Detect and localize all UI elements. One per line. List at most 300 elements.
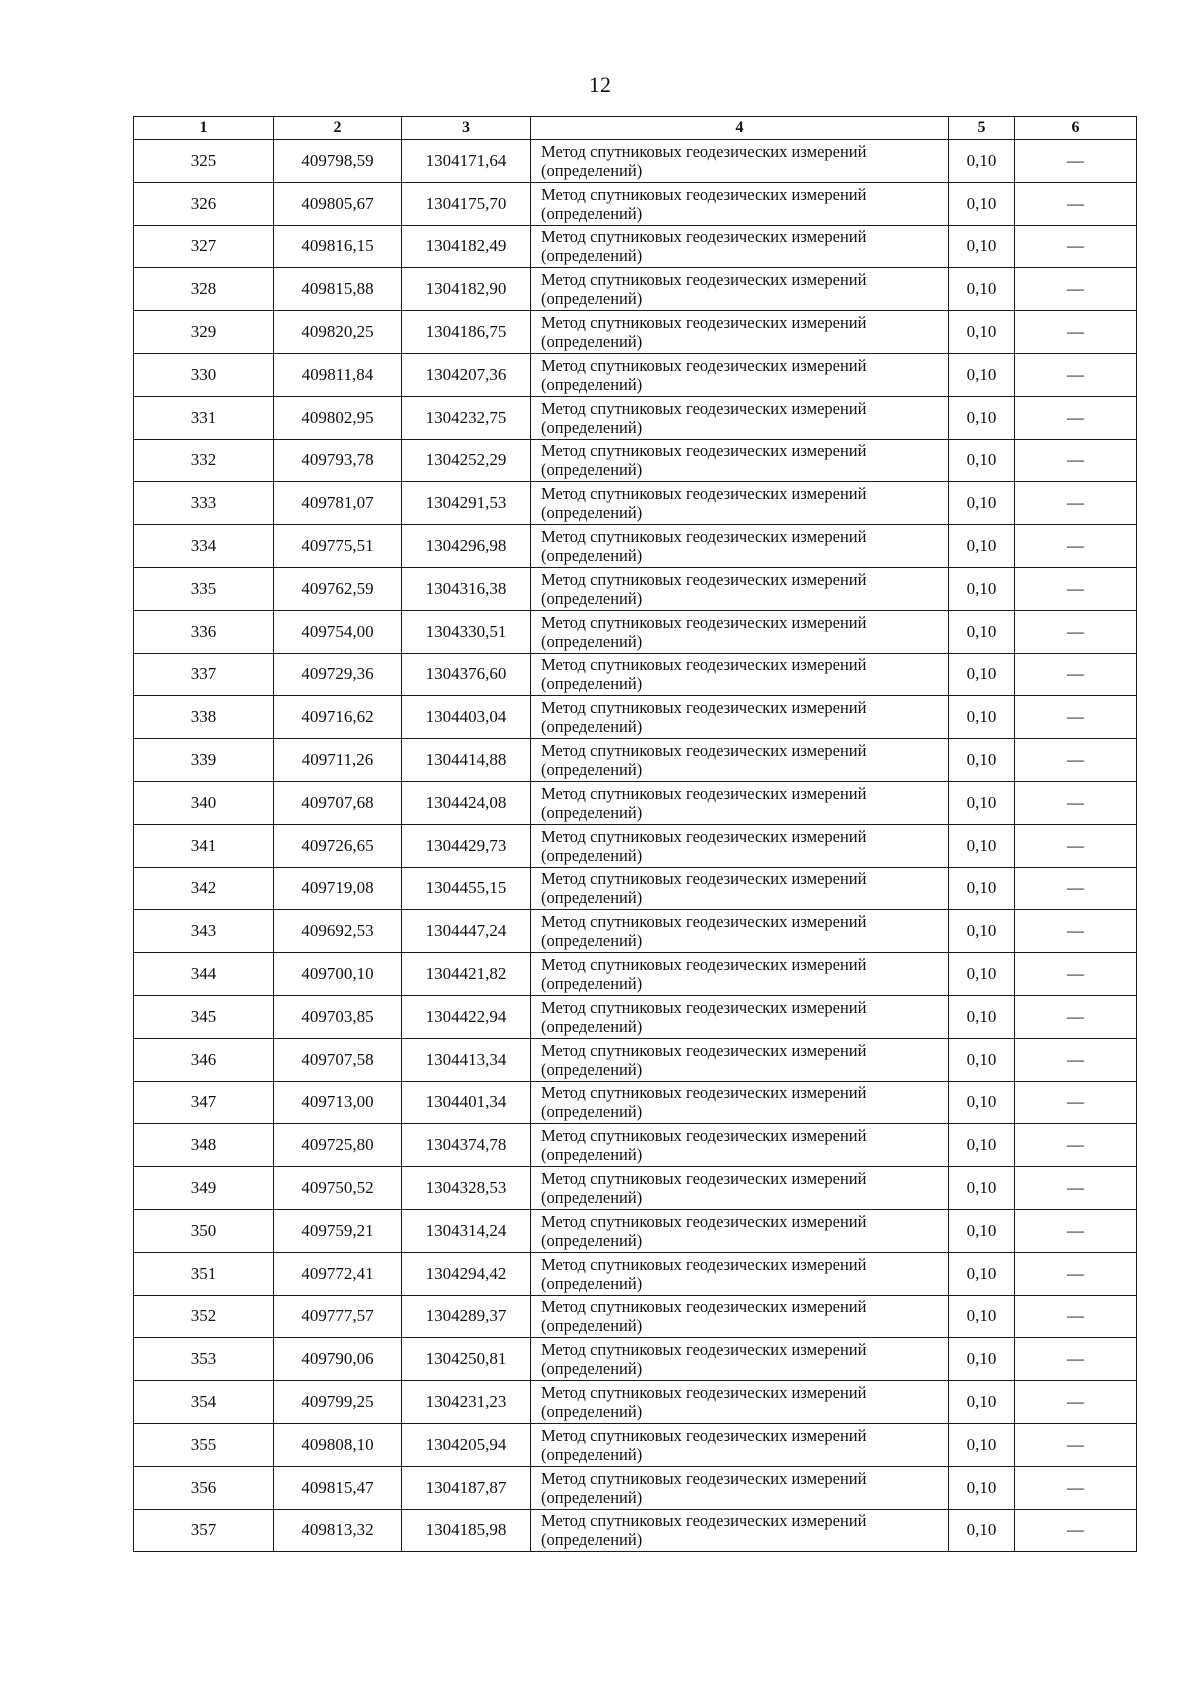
point-number-cell: 328 xyxy=(134,268,274,311)
method-line-2: (определений) xyxy=(541,588,643,608)
point-number-cell: 347 xyxy=(134,1081,274,1124)
method-line-1: Метод спутниковых геодезических измерений xyxy=(541,270,867,290)
accuracy-cell: 0,10 xyxy=(949,1338,1015,1381)
x-coordinate-cell: 409775,51 xyxy=(274,525,402,568)
point-number-cell: 333 xyxy=(134,482,274,525)
table-row xyxy=(134,225,1137,268)
method-line-1: Метод спутниковых геодезических измерений xyxy=(541,1425,867,1445)
method-cell xyxy=(531,268,949,311)
table-row xyxy=(134,1209,1137,1252)
method-line-1: Метод спутниковых геодезических измерений xyxy=(541,912,867,932)
method-line-2: (определений) xyxy=(541,160,643,180)
y-coordinate-cell: 1304250,81 xyxy=(402,1338,531,1381)
table-row xyxy=(134,311,1137,354)
table-row xyxy=(134,1038,1137,1081)
y-coordinate-cell: 1304205,94 xyxy=(402,1423,531,1466)
description-cell: — xyxy=(1015,396,1137,439)
method-line-1: Метод спутниковых геодезических измерений xyxy=(541,484,867,504)
method-line-2: (определений) xyxy=(541,460,643,480)
description-cell: — xyxy=(1015,867,1137,910)
point-number-cell: 337 xyxy=(134,653,274,696)
y-coordinate-cell: 1304328,53 xyxy=(402,1167,531,1210)
x-coordinate-cell: 409700,10 xyxy=(274,953,402,996)
accuracy-cell: 0,10 xyxy=(949,525,1015,568)
table-row xyxy=(134,1423,1137,1466)
point-number-cell: 353 xyxy=(134,1338,274,1381)
accuracy-cell: 0,10 xyxy=(949,396,1015,439)
accuracy-cell: 0,10 xyxy=(949,1423,1015,1466)
description-cell: — xyxy=(1015,1038,1137,1081)
x-coordinate-cell: 409798,59 xyxy=(274,140,402,183)
method-line-1: Метод спутниковых геодезических измерений xyxy=(541,1511,867,1531)
y-coordinate-cell: 1304376,60 xyxy=(402,653,531,696)
table-row xyxy=(134,1124,1137,1167)
accuracy-cell: 0,10 xyxy=(949,225,1015,268)
method-line-2: (определений) xyxy=(541,1188,643,1208)
point-number-cell: 350 xyxy=(134,1209,274,1252)
x-coordinate-cell: 409725,80 xyxy=(274,1124,402,1167)
method-cell xyxy=(531,953,949,996)
point-number-cell: 325 xyxy=(134,140,274,183)
accuracy-cell: 0,10 xyxy=(949,1081,1015,1124)
accuracy-cell: 0,10 xyxy=(949,610,1015,653)
table-row xyxy=(134,824,1137,867)
method-cell xyxy=(531,1423,949,1466)
method-line-2: (определений) xyxy=(541,974,643,994)
x-coordinate-cell: 409793,78 xyxy=(274,439,402,482)
accuracy-cell: 0,10 xyxy=(949,1038,1015,1081)
column-header: 3 xyxy=(402,117,531,140)
method-line-2: (определений) xyxy=(541,1230,643,1250)
x-coordinate-cell: 409811,84 xyxy=(274,353,402,396)
x-coordinate-cell: 409813,32 xyxy=(274,1509,402,1552)
point-number-cell: 351 xyxy=(134,1252,274,1295)
method-line-1: Метод спутниковых геодезических измерений xyxy=(541,612,867,632)
method-cell xyxy=(531,610,949,653)
accuracy-cell: 0,10 xyxy=(949,268,1015,311)
x-coordinate-cell: 409762,59 xyxy=(274,567,402,610)
y-coordinate-cell: 1304175,70 xyxy=(402,182,531,225)
x-coordinate-cell: 409713,00 xyxy=(274,1081,402,1124)
method-cell xyxy=(531,1038,949,1081)
method-cell xyxy=(531,824,949,867)
y-coordinate-cell: 1304187,87 xyxy=(402,1466,531,1509)
y-coordinate-cell: 1304182,49 xyxy=(402,225,531,268)
accuracy-cell: 0,10 xyxy=(949,1381,1015,1424)
point-number-cell: 338 xyxy=(134,696,274,739)
x-coordinate-cell: 409781,07 xyxy=(274,482,402,525)
description-cell: — xyxy=(1015,910,1137,953)
column-header: 2 xyxy=(274,117,402,140)
method-line-1: Метод спутниковых геодезических измерений xyxy=(541,355,867,375)
x-coordinate-cell: 409816,15 xyxy=(274,225,402,268)
y-coordinate-cell: 1304447,24 xyxy=(402,910,531,953)
method-line-1: Метод спутниковых геодезических измерений xyxy=(541,1383,867,1402)
method-line-2: (определений) xyxy=(541,1487,643,1507)
y-coordinate-cell: 1304171,64 xyxy=(402,140,531,183)
y-coordinate-cell: 1304296,98 xyxy=(402,525,531,568)
accuracy-cell: 0,10 xyxy=(949,653,1015,696)
y-coordinate-cell: 1304422,94 xyxy=(402,995,531,1038)
method-line-2: (определений) xyxy=(541,1059,643,1079)
method-cell xyxy=(531,1381,949,1424)
method-cell xyxy=(531,225,949,268)
y-coordinate-cell: 1304314,24 xyxy=(402,1209,531,1252)
method-line-2: (определений) xyxy=(541,1273,643,1293)
x-coordinate-cell: 409777,57 xyxy=(274,1295,402,1338)
method-line-1: Метод спутниковых геодезических измерений xyxy=(541,1126,867,1146)
description-cell: — xyxy=(1015,824,1137,867)
point-number-cell: 354 xyxy=(134,1381,274,1424)
table-row xyxy=(134,439,1137,482)
description-cell: — xyxy=(1015,1081,1137,1124)
description-cell: — xyxy=(1015,781,1137,824)
y-coordinate-cell: 1304330,51 xyxy=(402,610,531,653)
method-line-1: Метод спутниковых геодезических измерений xyxy=(541,1040,867,1060)
point-number-cell: 342 xyxy=(134,867,274,910)
description-cell: — xyxy=(1015,1295,1137,1338)
table-row xyxy=(134,1081,1137,1124)
method-line-1: Метод спутниковых геодезических измерений xyxy=(541,1254,867,1274)
y-coordinate-cell: 1304231,23 xyxy=(402,1381,531,1424)
description-cell: — xyxy=(1015,268,1137,311)
page-number: 12 xyxy=(589,72,611,97)
x-coordinate-cell: 409808,10 xyxy=(274,1423,402,1466)
point-number-cell: 346 xyxy=(134,1038,274,1081)
description-cell: — xyxy=(1015,225,1137,268)
accuracy-cell: 0,10 xyxy=(949,781,1015,824)
point-number-cell: 336 xyxy=(134,610,274,653)
x-coordinate-cell: 409729,36 xyxy=(274,653,402,696)
x-coordinate-cell: 409802,95 xyxy=(274,396,402,439)
description-cell: — xyxy=(1015,1167,1137,1210)
table-row xyxy=(134,567,1137,610)
method-cell xyxy=(531,1209,949,1252)
method-line-1: Метод спутниковых геодезических измерений xyxy=(541,783,867,803)
table-row xyxy=(134,739,1137,782)
method-line-1: Метод спутниковых геодезических измерений xyxy=(541,1468,867,1488)
point-number-cell: 334 xyxy=(134,525,274,568)
accuracy-cell: 0,10 xyxy=(949,439,1015,482)
method-cell xyxy=(531,1295,949,1338)
method-line-1: Метод спутниковых геодезических измерений xyxy=(541,1083,867,1103)
accuracy-cell: 0,10 xyxy=(949,182,1015,225)
y-coordinate-cell: 1304316,38 xyxy=(402,567,531,610)
method-line-1: Метод спутниковых геодезических измерений xyxy=(541,1340,867,1360)
table-row xyxy=(134,525,1137,568)
method-cell xyxy=(531,1081,949,1124)
y-coordinate-cell: 1304401,34 xyxy=(402,1081,531,1124)
x-coordinate-cell: 409707,68 xyxy=(274,781,402,824)
y-coordinate-cell: 1304414,88 xyxy=(402,739,531,782)
x-coordinate-cell: 409790,06 xyxy=(274,1338,402,1381)
y-coordinate-cell: 1304232,75 xyxy=(402,396,531,439)
method-line-2: (определений) xyxy=(541,289,643,309)
accuracy-cell: 0,10 xyxy=(949,824,1015,867)
method-line-2: (определений) xyxy=(541,203,643,223)
accuracy-cell: 0,10 xyxy=(949,140,1015,183)
accuracy-cell: 0,10 xyxy=(949,482,1015,525)
description-cell: — xyxy=(1015,567,1137,610)
method-cell xyxy=(531,1252,949,1295)
y-coordinate-cell: 1304413,34 xyxy=(402,1038,531,1081)
method-line-1: Метод спутниковых геодезических измерений xyxy=(541,826,867,846)
description-cell: — xyxy=(1015,1209,1137,1252)
column-header: 5 xyxy=(949,117,1015,140)
x-coordinate-cell: 409750,52 xyxy=(274,1167,402,1210)
point-number-cell: 355 xyxy=(134,1423,274,1466)
method-line-1: Метод спутниковых геодезических измерений xyxy=(541,569,867,589)
description-cell: — xyxy=(1015,182,1137,225)
accuracy-cell: 0,10 xyxy=(949,311,1015,354)
table-row xyxy=(134,182,1137,225)
table-row xyxy=(134,995,1137,1038)
method-line-2: (определений) xyxy=(541,674,643,694)
x-coordinate-cell: 409703,85 xyxy=(274,995,402,1038)
method-line-1: Метод спутниковых геодезических измерений xyxy=(541,398,867,418)
table-row xyxy=(134,482,1137,525)
column-header: 4 xyxy=(531,117,949,140)
description-cell: — xyxy=(1015,1509,1137,1552)
point-number-cell: 348 xyxy=(134,1124,274,1167)
method-line-1: Метод спутниковых геодезических измерений xyxy=(541,441,867,461)
description-cell: — xyxy=(1015,696,1137,739)
column-header: 6 xyxy=(1015,117,1137,140)
method-line-2: (определений) xyxy=(541,1530,643,1550)
method-cell xyxy=(531,1509,949,1552)
method-line-1: Метод спутниковых геодезических измерений xyxy=(541,141,867,161)
method-line-2: (определений) xyxy=(541,1316,643,1336)
method-line-1: Метод спутниковых геодезических измерений xyxy=(541,184,867,204)
method-line-2: (определений) xyxy=(541,845,643,865)
method-line-2: (определений) xyxy=(541,417,643,437)
x-coordinate-cell: 409754,00 xyxy=(274,610,402,653)
table-row xyxy=(134,1466,1137,1509)
table-row xyxy=(134,781,1137,824)
point-number-cell: 345 xyxy=(134,995,274,1038)
point-number-cell: 352 xyxy=(134,1295,274,1338)
table-row xyxy=(134,1338,1137,1381)
accuracy-cell: 0,10 xyxy=(949,353,1015,396)
y-coordinate-cell: 1304455,15 xyxy=(402,867,531,910)
method-line-2: (определений) xyxy=(541,1102,643,1122)
method-line-2: (определений) xyxy=(541,374,643,394)
accuracy-cell: 0,10 xyxy=(949,1252,1015,1295)
method-line-1: Метод спутниковых геодезических измерений xyxy=(541,655,867,675)
description-cell: — xyxy=(1015,1381,1137,1424)
table-header-row xyxy=(134,117,1137,140)
description-cell: — xyxy=(1015,140,1137,183)
method-line-1: Метод спутниковых геодезических измерений xyxy=(541,313,867,333)
y-coordinate-cell: 1304252,29 xyxy=(402,439,531,482)
point-number-cell: 343 xyxy=(134,910,274,953)
method-cell xyxy=(531,140,949,183)
method-cell xyxy=(531,311,949,354)
y-coordinate-cell: 1304186,75 xyxy=(402,311,531,354)
method-line-2: (определений) xyxy=(541,1444,643,1464)
table-row xyxy=(134,653,1137,696)
accuracy-cell: 0,10 xyxy=(949,1209,1015,1252)
method-line-1: Метод спутниковых геодезических измерений xyxy=(541,1211,867,1231)
table-body xyxy=(134,140,1137,1552)
y-coordinate-cell: 1304424,08 xyxy=(402,781,531,824)
method-line-1: Метод спутниковых геодезических измерений xyxy=(541,1169,867,1189)
x-coordinate-cell: 409759,21 xyxy=(274,1209,402,1252)
method-line-1: Метод спутниковых геодезических измерений xyxy=(541,527,867,547)
x-coordinate-cell: 409726,65 xyxy=(274,824,402,867)
method-cell xyxy=(531,1167,949,1210)
description-cell: — xyxy=(1015,953,1137,996)
method-cell xyxy=(531,910,949,953)
method-line-1: Метод спутниковых геодезических измерений xyxy=(541,698,867,718)
method-line-2: (определений) xyxy=(541,503,643,523)
method-line-2: (определений) xyxy=(541,246,643,266)
description-cell: — xyxy=(1015,482,1137,525)
description-cell: — xyxy=(1015,610,1137,653)
accuracy-cell: 0,10 xyxy=(949,1509,1015,1552)
table-row xyxy=(134,1167,1137,1210)
method-line-2: (определений) xyxy=(541,332,643,352)
method-line-2: (определений) xyxy=(541,931,643,951)
table-row xyxy=(134,1295,1137,1338)
method-line-2: (определений) xyxy=(541,802,643,822)
method-cell xyxy=(531,1466,949,1509)
x-coordinate-cell: 409815,47 xyxy=(274,1466,402,1509)
table-row xyxy=(134,1509,1137,1552)
method-line-2: (определений) xyxy=(541,1016,643,1036)
method-cell xyxy=(531,867,949,910)
point-number-cell: 357 xyxy=(134,1509,274,1552)
accuracy-cell: 0,10 xyxy=(949,567,1015,610)
x-coordinate-cell: 409772,41 xyxy=(274,1252,402,1295)
x-coordinate-cell: 409815,88 xyxy=(274,268,402,311)
point-number-cell: 340 xyxy=(134,781,274,824)
x-coordinate-cell: 409820,25 xyxy=(274,311,402,354)
x-coordinate-cell: 409799,25 xyxy=(274,1381,402,1424)
method-cell xyxy=(531,353,949,396)
method-cell xyxy=(531,182,949,225)
description-cell: — xyxy=(1015,525,1137,568)
x-coordinate-cell: 409719,08 xyxy=(274,867,402,910)
method-line-1: Метод спутниковых геодезических измерений xyxy=(541,741,867,761)
point-number-cell: 341 xyxy=(134,824,274,867)
method-line-2: (определений) xyxy=(541,1145,643,1165)
table-row xyxy=(134,1381,1137,1424)
description-cell: — xyxy=(1015,739,1137,782)
accuracy-cell: 0,10 xyxy=(949,910,1015,953)
description-cell: — xyxy=(1015,995,1137,1038)
method-cell xyxy=(531,525,949,568)
y-coordinate-cell: 1304291,53 xyxy=(402,482,531,525)
description-cell: — xyxy=(1015,439,1137,482)
accuracy-cell: 0,10 xyxy=(949,1466,1015,1509)
method-cell xyxy=(531,396,949,439)
x-coordinate-cell: 409707,58 xyxy=(274,1038,402,1081)
method-line-2: (определений) xyxy=(541,1402,643,1421)
description-cell: — xyxy=(1015,653,1137,696)
description-cell: — xyxy=(1015,1338,1137,1381)
point-number-cell: 326 xyxy=(134,182,274,225)
method-line-1: Метод спутниковых геодезических измерений xyxy=(541,997,867,1017)
table-row xyxy=(134,353,1137,396)
method-line-2: (определений) xyxy=(541,631,643,651)
description-cell: — xyxy=(1015,1124,1137,1167)
point-number-cell: 335 xyxy=(134,567,274,610)
method-line-2: (определений) xyxy=(541,888,643,908)
method-line-2: (определений) xyxy=(541,760,643,780)
description-cell: — xyxy=(1015,353,1137,396)
y-coordinate-cell: 1304185,98 xyxy=(402,1509,531,1552)
y-coordinate-cell: 1304403,04 xyxy=(402,696,531,739)
description-cell: — xyxy=(1015,1252,1137,1295)
y-coordinate-cell: 1304429,73 xyxy=(402,824,531,867)
method-cell xyxy=(531,653,949,696)
method-line-1: Метод спутниковых геодезических измерений xyxy=(541,227,867,247)
method-cell xyxy=(531,781,949,824)
accuracy-cell: 0,10 xyxy=(949,1167,1015,1210)
point-number-cell: 327 xyxy=(134,225,274,268)
method-cell xyxy=(531,567,949,610)
description-cell: — xyxy=(1015,1466,1137,1509)
description-cell: — xyxy=(1015,311,1137,354)
table-row xyxy=(134,696,1137,739)
accuracy-cell: 0,10 xyxy=(949,739,1015,782)
accuracy-cell: 0,10 xyxy=(949,696,1015,739)
point-number-cell: 330 xyxy=(134,353,274,396)
method-cell xyxy=(531,1338,949,1381)
method-line-2: (определений) xyxy=(541,717,643,737)
point-number-cell: 329 xyxy=(134,311,274,354)
method-line-2: (определений) xyxy=(541,1359,643,1379)
coordinates-table xyxy=(133,116,1137,1552)
table-row xyxy=(134,140,1137,183)
y-coordinate-cell: 1304294,42 xyxy=(402,1252,531,1295)
method-cell xyxy=(531,995,949,1038)
column-header: 1 xyxy=(134,117,274,140)
point-number-cell: 331 xyxy=(134,396,274,439)
method-line-2: (определений) xyxy=(541,546,643,566)
y-coordinate-cell: 1304374,78 xyxy=(402,1124,531,1167)
x-coordinate-cell: 409692,53 xyxy=(274,910,402,953)
y-coordinate-cell: 1304182,90 xyxy=(402,268,531,311)
table-row xyxy=(134,1252,1137,1295)
y-coordinate-cell: 1304289,37 xyxy=(402,1295,531,1338)
method-line-1: Метод спутниковых геодезических измерений xyxy=(541,955,867,975)
x-coordinate-cell: 409805,67 xyxy=(274,182,402,225)
accuracy-cell: 0,10 xyxy=(949,1295,1015,1338)
table-row xyxy=(134,953,1137,996)
table-row xyxy=(134,610,1137,653)
table-row xyxy=(134,910,1137,953)
accuracy-cell: 0,10 xyxy=(949,995,1015,1038)
point-number-cell: 332 xyxy=(134,439,274,482)
accuracy-cell: 0,10 xyxy=(949,1124,1015,1167)
method-cell xyxy=(531,696,949,739)
accuracy-cell: 0,10 xyxy=(949,953,1015,996)
method-line-1: Метод спутниковых геодезических измерений xyxy=(541,1297,867,1317)
point-number-cell: 349 xyxy=(134,1167,274,1210)
method-line-1: Метод спутниковых геодезических измерений xyxy=(541,869,867,889)
point-number-cell: 356 xyxy=(134,1466,274,1509)
method-cell xyxy=(531,439,949,482)
method-cell xyxy=(531,482,949,525)
point-number-cell: 339 xyxy=(134,739,274,782)
description-cell: — xyxy=(1015,1423,1137,1466)
method-cell xyxy=(531,739,949,782)
y-coordinate-cell: 1304207,36 xyxy=(402,353,531,396)
x-coordinate-cell: 409716,62 xyxy=(274,696,402,739)
y-coordinate-cell: 1304421,82 xyxy=(402,953,531,996)
